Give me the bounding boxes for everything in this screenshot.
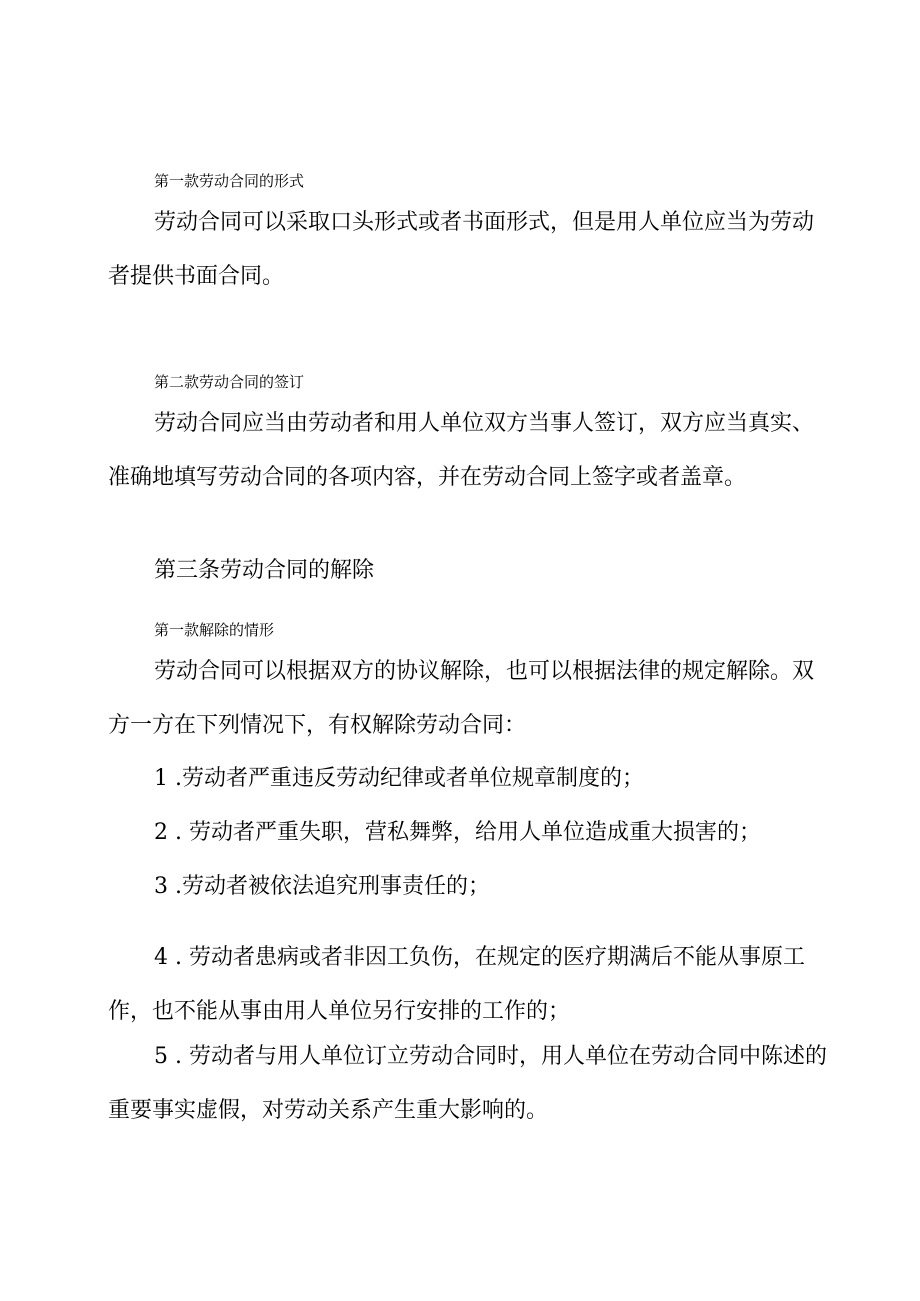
clause-heading-termination: 第一款解除的情形 — [154, 621, 275, 639]
list-item: 3 .劳动者被依法追究刑事责任的； — [154, 874, 490, 899]
paragraph-termination-intro: 劳动合同可以根据双方的协议解除，也可以根据法律的规定解除。双方一方在下列情况下，有权解除劳动合同： — [108, 659, 815, 738]
list-item: 5 . 劳动者与用人单位订立劳动合同时，用人单位在劳动合同中陈述的重要事实虚假，对劳动关系产生重大影响的。 — [108, 1044, 827, 1123]
paragraph-form: 劳动合同可以采取口头形式或者书面形式，但是用人单位应当为劳动者提供书面合同。 — [108, 210, 815, 289]
list-item: 4 . 劳动者患病或者非因工负伤，在规定的医疗期满后不能从事原工作，也不能从事由用人单位另行安排的工作的； — [108, 945, 805, 1024]
paragraph-signing: 劳动合同应当由劳动者和用人单位双方当事人签订，双方应当真实、准确地填写劳动合同的各项内容，并在劳动合同上签字或者盖章。 — [108, 411, 815, 490]
list-item: 2 . 劳动者严重失职，营私舞弊，给用人单位造成重大损害的； — [154, 820, 761, 845]
section-heading-form: 第一款劳动合同的形式 — [154, 172, 305, 190]
article-title: 第三条劳动合同的解除 — [154, 558, 375, 583]
section-heading-signing: 第二款劳动合同的签订 — [154, 373, 305, 391]
list-item: 1 .劳动者严重违反劳动纪律或者单位规章制度的； — [154, 766, 644, 791]
